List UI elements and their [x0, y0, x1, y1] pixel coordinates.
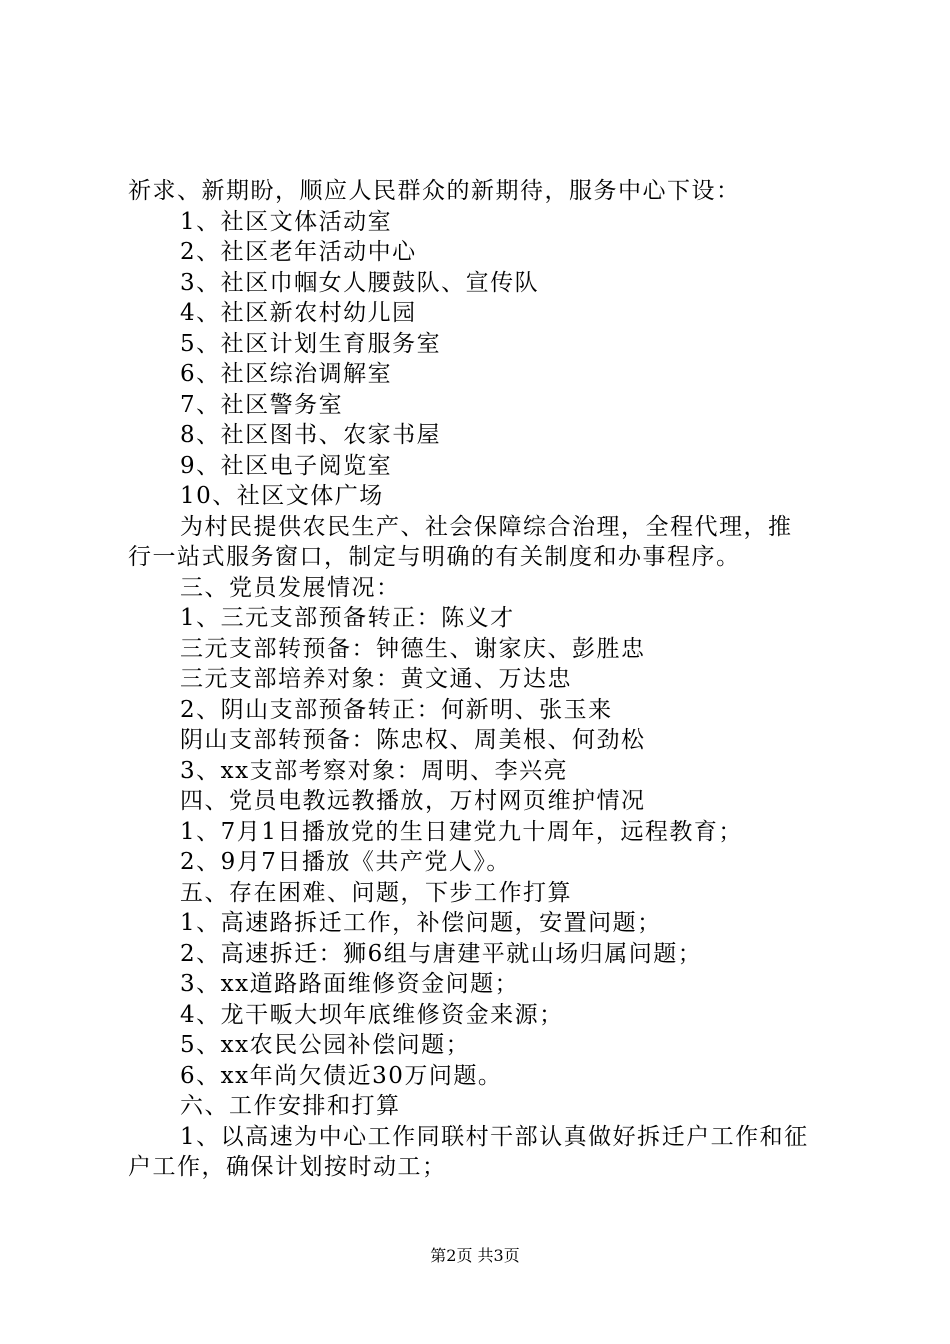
text-line: 4、龙干畈大坝年底维修资金来源； — [180, 1001, 564, 1028]
text-line: 2、阴山支部预备转正：何新明、张玉来 — [180, 696, 613, 723]
text-line: 2、高速拆迁：狮6组与唐建平就山场归属问题； — [180, 940, 703, 967]
text-line: 2、9月7日播放《共产党人》。 — [180, 849, 511, 875]
text-line: 户工作，确保计划按时动工； — [128, 1154, 447, 1180]
text-line: 5、社区计划生育服务室 — [180, 330, 442, 357]
text-line: 4、社区新农村幼儿园 — [180, 300, 417, 326]
text-line: 三元支部培养对象：黄文通、万达忠 — [180, 666, 572, 692]
text-line: 为村民提供农民生产、社会保障综合治理，全程代理，推 — [180, 513, 793, 540]
body-text — [128, 176, 838, 1183]
text-line: 9、社区电子阅览室 — [180, 452, 393, 479]
text-line: 行一站式服务窗口，制定与明确的有关制度和办事程序。 — [128, 544, 741, 570]
text-line: 5、xx农民公园补偿问题； — [180, 1032, 471, 1058]
text-line: 1、高速路拆迁工作，补偿问题，安置问题； — [180, 910, 662, 936]
text-line: 2、社区老年活动中心 — [180, 239, 417, 265]
text-line: 三、党员发展情况： — [180, 574, 401, 601]
text-line: 阴山支部转预备：陈忠权、周美根、何劲松 — [180, 727, 646, 753]
text-line: 3、社区巾帼女人腰鼓队、宣传队 — [180, 269, 540, 296]
text-line: 6、xx年尚欠债近30万问题。 — [180, 1062, 503, 1089]
text-line: 6、社区综治调解室 — [180, 361, 393, 387]
text-line: 五、存在困难、问题，下步工作打算 — [180, 879, 572, 906]
text-line: 祈求、新期盼，顺应人民群众的新期待，服务中心下设： — [128, 178, 741, 204]
text-line: 7、社区警务室 — [180, 391, 344, 418]
text-line: 1、7月1日播放党的生日建党九十周年，远程教育； — [180, 818, 743, 845]
text-line: 1、三元支部预备转正：陈义才 — [180, 605, 515, 631]
page-footer: 第2页 共3页 — [430, 1246, 520, 1265]
text-line: 1、社区文体活动室 — [180, 208, 393, 235]
text-line: 四、党员电教远教播放，万村网页维护情况 — [180, 788, 646, 814]
text-line: 10、社区文体广场 — [180, 483, 384, 509]
text-line: 3、xx支部考察对象：周明、李兴亮 — [180, 757, 569, 784]
text-line: 3、xx道路路面维修资金问题； — [180, 971, 520, 997]
text-line: 三元支部转预备：钟德生、谢家庆、彭胜忠 — [180, 635, 646, 662]
text-line: 8、社区图书、农家书屋 — [180, 422, 442, 448]
text-line: 1、以高速为中心工作同联村干部认真做好拆迁户工作和征 — [180, 1123, 809, 1150]
text-line: 六、工作安排和打算 — [180, 1093, 401, 1119]
